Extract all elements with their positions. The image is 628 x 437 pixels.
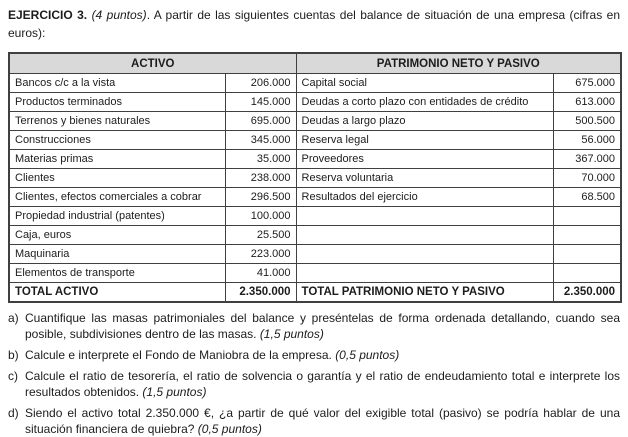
pasivo-account-label — [296, 264, 553, 283]
pasivo-account-value: 56.000 — [553, 131, 621, 150]
pasivo-account-value — [553, 207, 621, 226]
pasivo-account-label — [296, 226, 553, 245]
activo-account-label: Clientes, efectos comerciales a cobrar — [9, 188, 225, 207]
question-item-d — [8, 405, 620, 437]
pasivo-account-label: Resultados del ejercicio — [296, 188, 553, 207]
question-item-c — [8, 368, 620, 400]
activo-account-label: Bancos c/c a la vista — [9, 74, 225, 93]
activo-account-value: 296.500 — [225, 188, 296, 207]
question-text: Siendo el activo total 2.350.000 €, ¿a partir de qué valor del exigible total (pasivo) se podría hablar de una situación financiera de quiebra? — [25, 406, 620, 436]
pasivo-account-label: Proveedores — [296, 150, 553, 169]
activo-account-value: 25.500 — [225, 226, 296, 245]
exercise-points: (4 puntos) — [91, 8, 147, 22]
question-letter: b) — [8, 348, 19, 362]
questions-list — [8, 310, 620, 437]
question-points: (1,5 puntos) — [142, 385, 207, 399]
pasivo-account-value — [553, 264, 621, 283]
activo-account-label: Materias primas — [9, 150, 225, 169]
pasivo-account-value: 70.000 — [553, 169, 621, 188]
question-text: Calcule el ratio de tesorería, el ratio de solvencia o garantía y el ratio de endeudamiento total e interprete los resultados obtenidos. — [25, 369, 620, 399]
activo-account-value: 695.000 — [225, 112, 296, 131]
balance-sheet-table — [8, 52, 622, 303]
activo-account-value: 145.000 — [225, 93, 296, 112]
table-total-row — [9, 283, 621, 303]
table-row — [9, 264, 621, 283]
pasivo-account-label — [296, 207, 553, 226]
activo-account-label: Elementos de transporte — [9, 264, 225, 283]
table-header-row — [9, 53, 621, 74]
pasivo-account-value: 367.000 — [553, 150, 621, 169]
activo-column-header: ACTIVO — [9, 53, 296, 74]
pasivo-account-value: 675.000 — [553, 74, 621, 93]
table-row — [9, 207, 621, 226]
activo-account-label: Clientes — [9, 169, 225, 188]
activo-account-label: Caja, euros — [9, 226, 225, 245]
pasivo-account-value: 613.000 — [553, 93, 621, 112]
pasivo-account-label: Deudas a corto plazo con entidades de crédito — [296, 93, 553, 112]
question-item-a — [8, 310, 620, 342]
table-row — [9, 74, 621, 93]
question-letter: a) — [8, 311, 19, 325]
activo-account-value: 345.000 — [225, 131, 296, 150]
pasivo-account-label: Deudas a largo plazo — [296, 112, 553, 131]
pasivo-account-label: Capital social — [296, 74, 553, 93]
activo-account-value: 223.000 — [225, 245, 296, 264]
exercise-title — [8, 6, 620, 42]
question-points: (0,5 puntos) — [335, 348, 400, 362]
question-points: (0,5 puntos) — [197, 422, 262, 436]
question-text: Calcule e interprete el Fondo de Maniobra de la empresa. — [25, 348, 332, 362]
question-item-b — [8, 347, 620, 363]
activo-account-label: Propiedad industrial (patentes) — [9, 207, 225, 226]
activo-account-label: Maquinaria — [9, 245, 225, 264]
table-row — [9, 112, 621, 131]
pasivo-account-value: 68.500 — [553, 188, 621, 207]
activo-account-value: 206.000 — [225, 74, 296, 93]
activo-account-label: Terrenos y bienes naturales — [9, 112, 225, 131]
pasivo-account-label: Reserva voluntaria — [296, 169, 553, 188]
pasivo-account-value — [553, 226, 621, 245]
activo-account-value: 238.000 — [225, 169, 296, 188]
question-points: (1,5 puntos) — [259, 327, 324, 341]
table-row — [9, 169, 621, 188]
table-row — [9, 226, 621, 245]
exercise-number: EJERCICIO 3. — [8, 8, 88, 22]
exercise-intro: . A partir de las siguientes cuentas del balance de situación de una empresa (cifras en euros): — [8, 8, 620, 40]
table-row — [9, 131, 621, 150]
pasivo-account-value — [553, 245, 621, 264]
pasivo-account-label: Reserva legal — [296, 131, 553, 150]
pasivo-account-label — [296, 245, 553, 264]
activo-account-value: 41.000 — [225, 264, 296, 283]
activo-account-label: Construcciones — [9, 131, 225, 150]
total-pasivo-label: TOTAL PATRIMONIO NETO Y PASIVO — [296, 283, 553, 303]
table-row — [9, 245, 621, 264]
question-letter: c) — [8, 369, 18, 383]
table-row — [9, 150, 621, 169]
total-activo-value: 2.350.000 — [225, 283, 296, 303]
activo-account-label: Productos terminados — [9, 93, 225, 112]
question-text: Cuantifique las masas patrimoniales del balance y preséntelas de forma ordenada detallando, cuando sea posible, subdivisiones dentro de las masas. — [25, 311, 620, 341]
pasivo-account-value: 500.500 — [553, 112, 621, 131]
total-pasivo-value: 2.350.000 — [553, 283, 621, 303]
pasivo-column-header: PATRIMONIO NETO Y PASIVO — [296, 53, 621, 74]
activo-account-value: 35.000 — [225, 150, 296, 169]
table-row — [9, 188, 621, 207]
question-letter: d) — [8, 406, 19, 420]
total-activo-label: TOTAL ACTIVO — [9, 283, 225, 303]
activo-account-value: 100.000 — [225, 207, 296, 226]
table-row — [9, 93, 621, 112]
